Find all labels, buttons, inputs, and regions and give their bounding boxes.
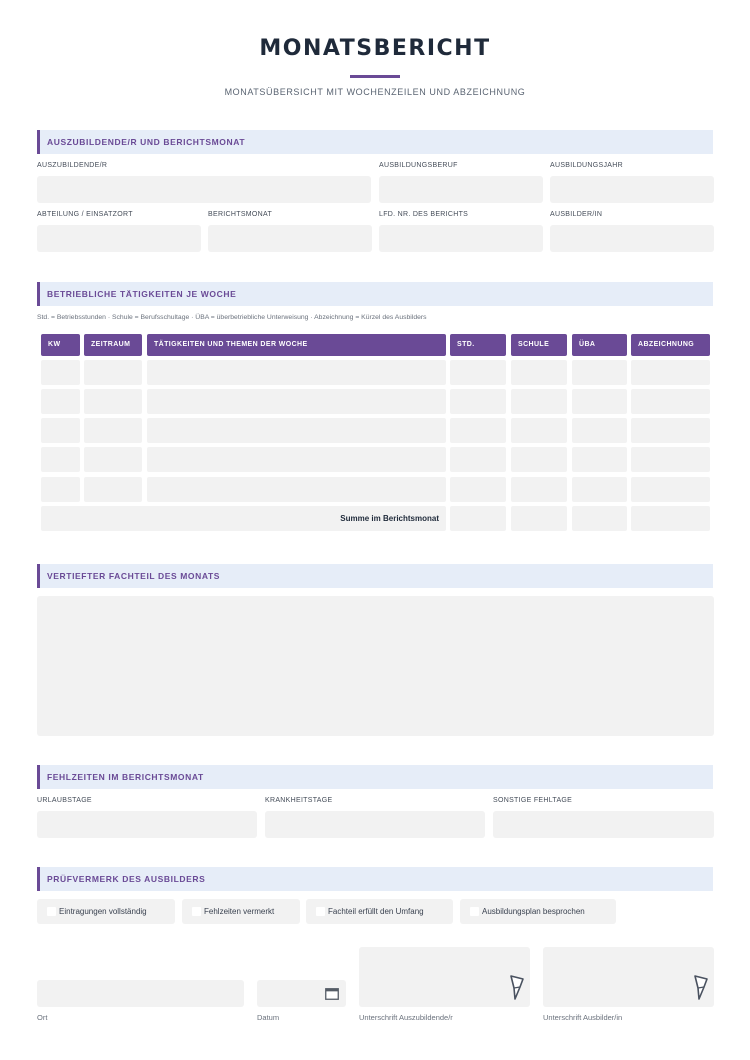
sum-signoff-cell[interactable] xyxy=(631,506,710,531)
section-header-specialist: VERTIEFTER FACHTEIL DES MONATS xyxy=(37,564,713,588)
checkbox-icon[interactable] xyxy=(192,907,201,916)
label-profession: AUSBILDUNGSBERUF xyxy=(379,162,458,169)
table-cell-school[interactable] xyxy=(511,447,567,472)
label-trainer-signature: Unterschrift Ausbilder/in xyxy=(543,1013,623,1022)
label-trainer: AUSBILDER/IN xyxy=(550,211,603,218)
table-cell-hours[interactable] xyxy=(450,389,506,414)
label-other-absence: SONSTIGE FEHLTAGE xyxy=(493,797,573,804)
vacation-days-input[interactable] xyxy=(37,811,257,838)
title-divider xyxy=(350,75,400,78)
table-cell-kw[interactable] xyxy=(41,477,80,502)
place-input[interactable] xyxy=(37,980,244,1007)
table-cell-uba[interactable] xyxy=(572,418,627,443)
checkbox-icon[interactable] xyxy=(316,907,325,916)
section-header-weekly: BETRIEBLICHE TÄTIGKEITEN JE WOCHE xyxy=(37,282,713,306)
training-year-input[interactable] xyxy=(550,176,714,203)
table-cell-activities[interactable] xyxy=(147,477,446,502)
table-cell-school[interactable] xyxy=(511,477,567,502)
trainer-signature-box[interactable] xyxy=(543,947,714,1007)
section-header-trainee: AUSZUBILDENDE/R UND BERICHTSMONAT xyxy=(37,130,713,154)
specialist-textarea[interactable] xyxy=(37,596,714,736)
label-place: Ort xyxy=(37,1013,48,1022)
table-cell-kw[interactable] xyxy=(41,360,80,385)
date-input[interactable] xyxy=(257,980,346,1007)
table-cell-period[interactable] xyxy=(84,389,142,414)
table-cell-period[interactable] xyxy=(84,447,142,472)
label-report-number: LFD. NR. DES BERICHTS xyxy=(379,211,469,218)
other-absence-input[interactable] xyxy=(493,811,714,838)
table-cell-period[interactable] xyxy=(84,418,142,443)
table-cell-uba[interactable] xyxy=(572,447,627,472)
col-header-school: SCHULE xyxy=(511,334,567,356)
trainee-signature-box[interactable] xyxy=(359,947,530,1007)
table-cell-signoff[interactable] xyxy=(631,360,710,385)
checkbox-icon[interactable] xyxy=(470,907,479,916)
table-cell-school[interactable] xyxy=(511,418,567,443)
label-date: Datum xyxy=(257,1013,280,1022)
section-header-review: PRÜFVERMERK DES AUSBILDERS xyxy=(37,867,713,891)
table-cell-hours[interactable] xyxy=(450,360,506,385)
sick-days-input[interactable] xyxy=(265,811,485,838)
label-report-month: BERICHTSMONAT xyxy=(208,211,273,218)
table-cell-kw[interactable] xyxy=(41,389,80,414)
table-cell-signoff[interactable] xyxy=(631,477,710,502)
label-department: ABTEILUNG / EINSATZORT xyxy=(37,211,133,218)
table-cell-period[interactable] xyxy=(84,360,142,385)
check-label: Eintragungen vollständig xyxy=(59,907,147,916)
sum-hours-cell[interactable] xyxy=(450,506,506,531)
checkbox-icon[interactable] xyxy=(47,907,56,916)
label-sick: KRANKHEITSTAGE xyxy=(265,797,333,804)
col-header-activities: TÄTIGKEITEN UND THEMEN DER WOCHE xyxy=(147,334,446,356)
label-trainee: AUSZUBILDENDE/R xyxy=(37,162,108,169)
check-label: Fehlzeiten vermerkt xyxy=(204,907,275,916)
col-header-kw: KW xyxy=(41,334,80,356)
table-cell-school[interactable] xyxy=(511,389,567,414)
table-legend: Std. = Betriebsstunden · Schule = Berufsschultage · ÜBA = überbetriebliche Unterweisung · Abzeichnung = Kürzel des Ausbilders xyxy=(37,314,427,321)
check-label: Fachteil erfüllt den Umfang xyxy=(328,907,424,916)
label-vacation: URLAUBSTAGE xyxy=(37,797,92,804)
pen-icon xyxy=(510,974,524,1001)
table-cell-activities[interactable] xyxy=(147,418,446,443)
page-subtitle: MONATSÜBERSICHT MIT WOCHENZEILEN UND ABZEICHNUNG xyxy=(224,87,526,97)
table-cell-activities[interactable] xyxy=(147,447,446,472)
col-header-uba: ÜBA xyxy=(572,334,627,356)
sum-row-label: Summe im Berichtsmonat xyxy=(41,506,446,531)
pen-icon xyxy=(694,974,708,1001)
table-cell-hours[interactable] xyxy=(450,477,506,502)
check-label: Ausbildungsplan besprochen xyxy=(482,907,585,916)
table-cell-signoff[interactable] xyxy=(631,418,710,443)
col-header-period: ZEITRAUM xyxy=(84,334,142,356)
table-cell-signoff[interactable] xyxy=(631,447,710,472)
report-number-input[interactable] xyxy=(379,225,543,252)
check-absence-noted[interactable] xyxy=(182,899,300,924)
table-cell-activities[interactable] xyxy=(147,360,446,385)
trainee-input[interactable] xyxy=(37,176,371,203)
trainer-input[interactable] xyxy=(550,225,714,252)
table-cell-kw[interactable] xyxy=(41,418,80,443)
sum-uba-cell[interactable] xyxy=(572,506,627,531)
check-specialist-scope[interactable] xyxy=(306,899,453,924)
table-cell-uba[interactable] xyxy=(572,477,627,502)
table-cell-hours[interactable] xyxy=(450,418,506,443)
table-cell-uba[interactable] xyxy=(572,360,627,385)
sum-school-cell[interactable] xyxy=(511,506,567,531)
check-entries-complete[interactable] xyxy=(37,899,175,924)
table-cell-uba[interactable] xyxy=(572,389,627,414)
table-cell-school[interactable] xyxy=(511,360,567,385)
profession-input[interactable] xyxy=(379,176,543,203)
table-cell-activities[interactable] xyxy=(147,389,446,414)
department-input[interactable] xyxy=(37,225,201,252)
table-cell-signoff[interactable] xyxy=(631,389,710,414)
table-cell-kw[interactable] xyxy=(41,447,80,472)
label-trainee-signature: Unterschrift Auszubildende/r xyxy=(359,1013,453,1022)
table-cell-period[interactable] xyxy=(84,477,142,502)
section-header-absence: FEHLZEITEN IM BERICHTSMONAT xyxy=(37,765,713,789)
page-title: MONATSBERICHT xyxy=(259,36,491,61)
col-header-hours: STD. xyxy=(450,334,506,356)
calendar-icon[interactable] xyxy=(325,988,339,1000)
table-cell-hours[interactable] xyxy=(450,447,506,472)
label-training-year: AUSBILDUNGSJAHR xyxy=(550,162,623,169)
report-month-input[interactable] xyxy=(208,225,372,252)
col-header-signoff: ABZEICHNUNG xyxy=(631,334,710,356)
check-plan-discussed[interactable] xyxy=(460,899,616,924)
